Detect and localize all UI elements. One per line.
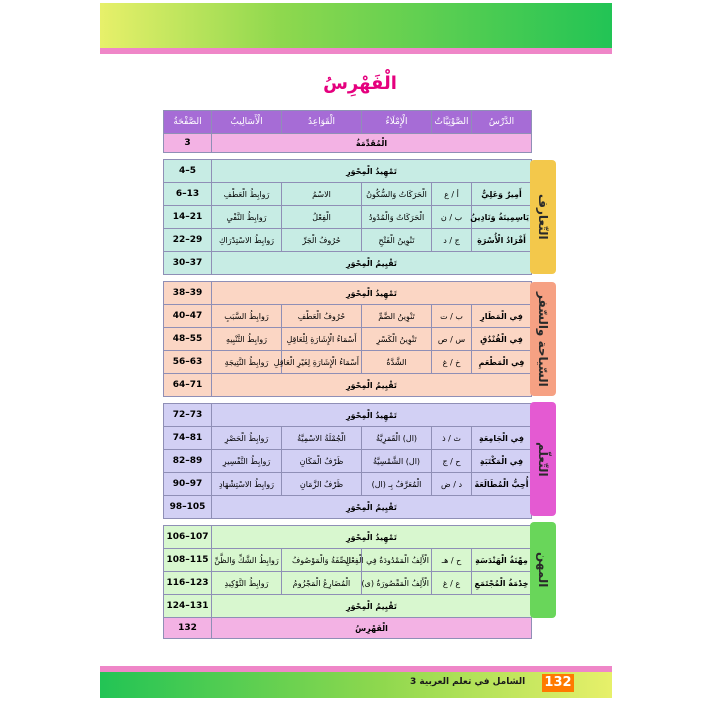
styles-cell: رَوابِطُ النَّفْيِ xyxy=(212,206,282,229)
phonetics-cell: أ / ع xyxy=(432,183,472,206)
index-page: 132 xyxy=(164,618,212,639)
index-label: الْفَهْرِسُ xyxy=(212,618,532,639)
spacer xyxy=(164,275,532,282)
index-row xyxy=(164,618,532,639)
prep-page: 38–39 xyxy=(164,282,212,305)
intro-row xyxy=(164,134,532,153)
lesson-cell: فِي الْجَامِعَةِ xyxy=(472,427,532,450)
table-row xyxy=(164,206,532,229)
styles-cell: رَوابِطُ السَّبَبِ xyxy=(212,305,282,328)
table-row xyxy=(164,572,532,595)
styles-cell: رَوابِطُ التَّنْبِيهِ xyxy=(212,328,282,351)
grammar-cell: ظَرْفُ الزَّمَانِ xyxy=(282,473,362,496)
dictation-cell: (ال) الشَّمْسِيَّةُ xyxy=(362,450,432,473)
styles-cell: رَوابِطُ الاسْتِشْهَادِ xyxy=(212,473,282,496)
dictation-cell: تَنْوِينُ الضَّمِّ xyxy=(362,305,432,328)
dictation-cell: تَنْوِينُ الْكَسْرِ xyxy=(362,328,432,351)
unit-2-prep-row xyxy=(164,282,532,305)
header-styles: الْأَسَالِيبُ xyxy=(212,111,282,134)
unit-4-eval-row xyxy=(164,595,532,618)
phonetics-cell: ج / د xyxy=(432,229,472,252)
grammar-cell: أَسْمَاءُ الْإِشَارَةِ لِلْعَاقِلِ xyxy=(282,328,362,351)
table-row xyxy=(164,473,532,496)
unit-3-prep-row xyxy=(164,404,532,427)
unit-tab-3 xyxy=(530,402,556,516)
grammar-cell: الْجُمْلَةُ الاسْمِيَّةُ xyxy=(282,427,362,450)
dictation-cell: الْأَلِفُ الْمَمْدُودَةُ فِي الْفِعْلِ xyxy=(362,549,432,572)
page-cell: 40–47 xyxy=(164,305,212,328)
intro-page: 3 xyxy=(164,134,212,153)
table-row xyxy=(164,305,532,328)
grammar-cell: الْفِعْلُ xyxy=(282,206,362,229)
phonetics-cell: ب / ت xyxy=(432,305,472,328)
grammar-cell: ظَرْفُ الْمَكَانِ xyxy=(282,450,362,473)
spacer xyxy=(164,397,532,404)
header-dictation: الْإِمْلَاءُ xyxy=(362,111,432,134)
styles-cell: رَوابِطُ التَّفْسِيرِ xyxy=(212,450,282,473)
toc-table xyxy=(163,110,532,639)
page-cell: 108–115 xyxy=(164,549,212,572)
prep-label: تَمْهِيدُ الْمِحْوَرِ xyxy=(212,404,532,427)
eval-page: 30–37 xyxy=(164,252,212,275)
grammar-cell: الصِّفَةُ وَالْمَوْصُوفُ xyxy=(282,549,362,572)
unit-3-eval-row xyxy=(164,496,532,519)
prep-page: 106–107 xyxy=(164,526,212,549)
phonetics-cell: ث / ذ xyxy=(432,427,472,450)
table-row xyxy=(164,351,532,374)
spacer xyxy=(164,153,532,160)
page-cell: 74–81 xyxy=(164,427,212,450)
header-row xyxy=(164,111,532,134)
page-title: الْفَهْرِسُ xyxy=(323,73,397,94)
unit-2-eval-row xyxy=(164,374,532,397)
styles-cell: رَوابِطُ الاسْتِدْرَاكِ xyxy=(212,229,282,252)
lesson-cell: أَمِيرٌ وَعَلِيٌّ xyxy=(472,183,532,206)
intro-label: الْمُقَدِّمَةُ xyxy=(212,134,532,153)
unit-name: التّعلّم xyxy=(536,441,550,477)
page-cell: 90–97 xyxy=(164,473,212,496)
spacer xyxy=(164,519,532,526)
header-page: الصَّفْحَةُ xyxy=(164,111,212,134)
page-number: 132 xyxy=(542,674,574,692)
styles-cell: رَوابِطُ الْحَصْرِ xyxy=(212,427,282,450)
phonetics-cell: ب / ن xyxy=(432,206,472,229)
table-row xyxy=(164,549,532,572)
lesson-cell: فِي الْمَكْتَبَةِ xyxy=(472,450,532,473)
unit-tab-1 xyxy=(530,160,556,274)
lesson-cell: فِي الْمَطْعَمِ xyxy=(472,351,532,374)
prep-page: 72–73 xyxy=(164,404,212,427)
dictation-cell: الْأَلِفُ الْمَقْصُورَةُ (ى) xyxy=(362,572,432,595)
phonetics-cell: ع / غ xyxy=(432,572,472,595)
eval-page: 124–131 xyxy=(164,595,212,618)
grammar-cell: أَسْمَاءُ الْإِشَارَةِ لِغَيْرِ الْعَاقِلِ xyxy=(282,351,362,374)
phonetics-cell: ح / هـ xyxy=(432,549,472,572)
page-cell: 48–55 xyxy=(164,328,212,351)
styles-cell: رَوابِطُ التَّوْكِيدِ xyxy=(212,572,282,595)
lesson-cell: يَاسِمِينَةُ وَنَادِينُ xyxy=(472,206,532,229)
unit-name: السّياحة والسّفر xyxy=(536,291,550,387)
top-stripe xyxy=(100,48,612,54)
footer-bar xyxy=(100,672,612,698)
phonetics-cell: س / ص xyxy=(432,328,472,351)
styles-cell: رَوابِطُ الشَّكِّ وَالظَّنِّ xyxy=(212,549,282,572)
dictation-cell: الْحَرَكَاتُ وَالسُّكُونُ xyxy=(362,183,432,206)
eval-page: 64–71 xyxy=(164,374,212,397)
unit-1-eval-row xyxy=(164,252,532,275)
header-grammar: الْقَوَاعِدُ xyxy=(282,111,362,134)
styles-cell: رَوابِطُ الْعَطْفِ xyxy=(212,183,282,206)
dictation-cell: (ال) الْقَمَرِيَّةُ xyxy=(362,427,432,450)
lesson-cell: أُحِبُّ الْمُطَالَعَةَ xyxy=(472,473,532,496)
page-cell: 56–63 xyxy=(164,351,212,374)
eval-label: تَقْيِيمُ الْمِحْوَرِ xyxy=(212,496,532,519)
lesson-cell: مِهْنَةُ الْهَنْدَسَةِ xyxy=(472,549,532,572)
unit-1-prep-row xyxy=(164,160,532,183)
top-banner xyxy=(100,3,612,48)
page-cell: 82–89 xyxy=(164,450,212,473)
table-row xyxy=(164,183,532,206)
grammar-cell: الْمُضَارِعُ الْمَجْزُومُ xyxy=(282,572,362,595)
styles-cell: رَوابِطُ النَّتِيجَةِ xyxy=(212,351,282,374)
phonetics-cell: خ / غ xyxy=(432,351,472,374)
dictation-cell: تَنْوِينُ الْفَتْحِ xyxy=(362,229,432,252)
page-cell: 14–21 xyxy=(164,206,212,229)
dictation-cell: الشَّدَّةُ xyxy=(362,351,432,374)
unit-name: التّعارف xyxy=(536,194,550,240)
eval-page: 98–105 xyxy=(164,496,212,519)
table-row xyxy=(164,229,532,252)
table-row xyxy=(164,450,532,473)
unit-name: المهن xyxy=(536,552,550,588)
page-cell: 6–13 xyxy=(164,183,212,206)
unit-tab-2 xyxy=(530,282,556,396)
grammar-cell: حُرُوفُ الْعَطْفِ xyxy=(282,305,362,328)
dictation-cell: الْمُعَرَّفُ بِـ (ال) xyxy=(362,473,432,496)
header-phonetics: الصَّوْتِيَّاتُ xyxy=(432,111,472,134)
lesson-cell: أَفْرَادُ الْأُسْرَةِ xyxy=(472,229,532,252)
page-cell: 22–29 xyxy=(164,229,212,252)
eval-label: تَقْيِيمُ الْمِحْوَرِ xyxy=(212,252,532,275)
lesson-cell: فِي الْمَطَارِ xyxy=(472,305,532,328)
prep-page: 4–5 xyxy=(164,160,212,183)
phonetics-cell: ح / ج xyxy=(432,450,472,473)
grammar-cell: الاسْمُ xyxy=(282,183,362,206)
prep-label: تَمْهِيدُ الْمِحْوَرِ xyxy=(212,282,532,305)
dictation-cell: الْحَرَكَاتُ وَالْمُدُودُ xyxy=(362,206,432,229)
lesson-cell: فِي الْفُنْدُقِ xyxy=(472,328,532,351)
prep-label: تَمْهِيدُ الْمِحْوَرِ xyxy=(212,526,532,549)
grammar-cell: حُرُوفُ الْجَرِّ xyxy=(282,229,362,252)
unit-tab-4 xyxy=(530,522,556,618)
book-title: الشامل في تعلم العربية 3 xyxy=(410,677,526,687)
header-lesson: الدَّرْسُ xyxy=(472,111,532,134)
phonetics-cell: د / ض xyxy=(432,473,472,496)
page-cell: 116–123 xyxy=(164,572,212,595)
prep-label: تَمْهِيدُ الْمِحْوَرِ xyxy=(212,160,532,183)
unit-4-prep-row xyxy=(164,526,532,549)
eval-label: تَقْيِيمُ الْمِحْوَرِ xyxy=(212,595,532,618)
lesson-cell: خِدْمَةُ الْمُجْتَمَعِ xyxy=(472,572,532,595)
table-row xyxy=(164,427,532,450)
eval-label: تَقْيِيمُ الْمِحْوَرِ xyxy=(212,374,532,397)
table-row xyxy=(164,328,532,351)
